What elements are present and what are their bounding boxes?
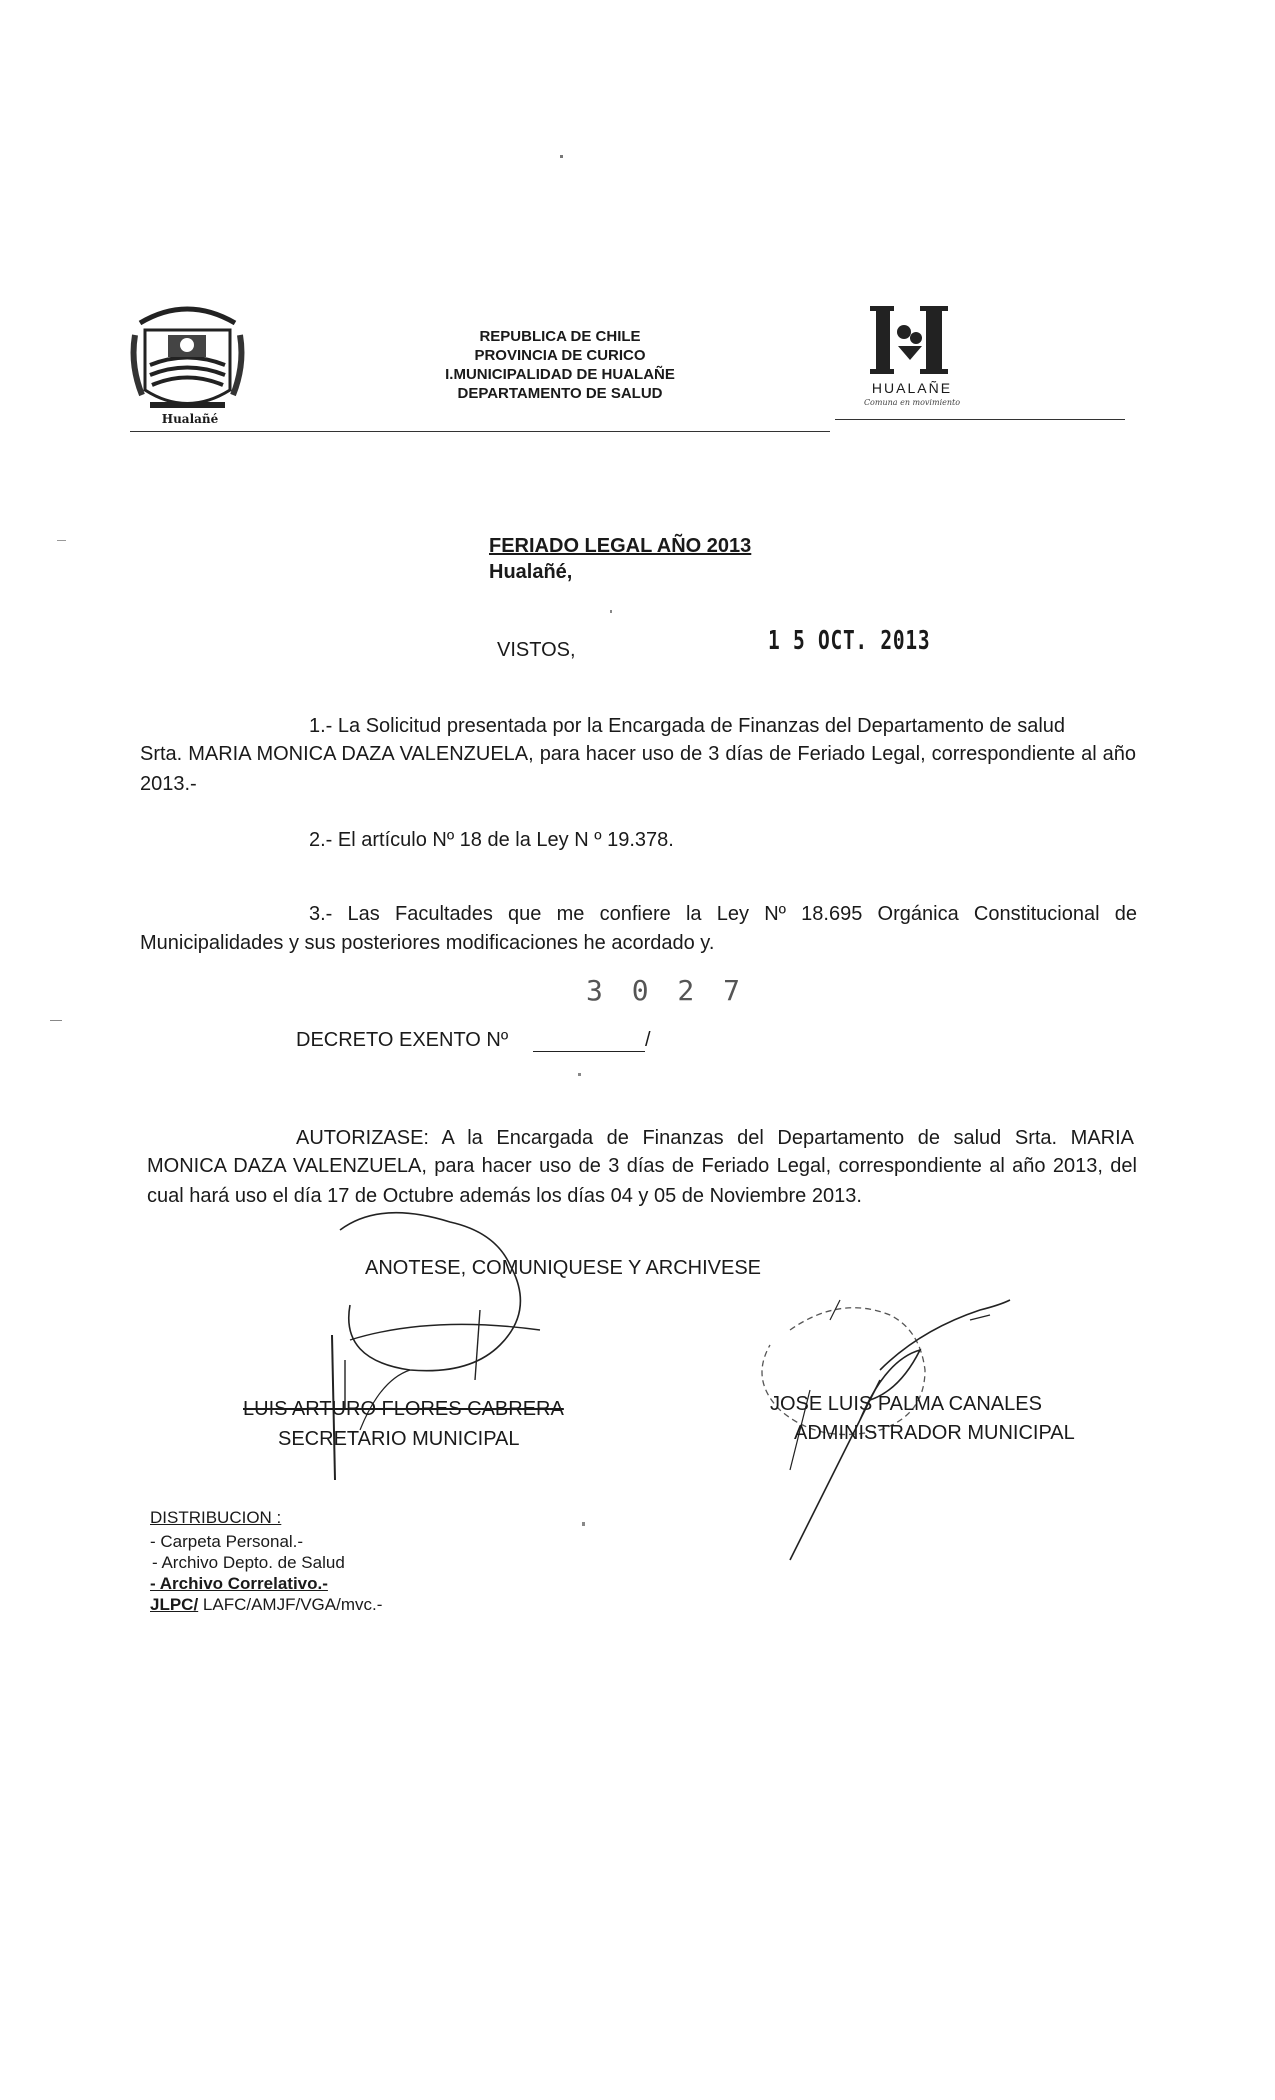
paragraph-3-first-line: 3.- Las Facultades que me confiere la Ley Nº 18.695 Orgánica Constitucional de [309, 903, 1137, 925]
scan-speck [610, 610, 612, 613]
distribution-item: - Archivo Depto. de Salud [152, 1553, 345, 1572]
signer-right-name: JOSE LUIS PALMA CANALES [770, 1393, 1042, 1415]
decree-slash: / [645, 1029, 651, 1051]
hualane-logo-tagline: Comuna en movimiento [863, 398, 961, 407]
autorizase-first-line: AUTORIZASE: A la Encargada de Finanzas del Departamento de salud Srta. MARIA [296, 1127, 1134, 1149]
distribution-list [150, 1531, 382, 1615]
header-rule-left [130, 431, 830, 432]
scan-speck [57, 540, 66, 541]
distribution-item: - Carpeta Personal.- [150, 1532, 304, 1551]
scan-speck [578, 1073, 581, 1076]
header-text-block [410, 327, 710, 403]
header-line-department: DEPARTAMENTO DE SALUD [457, 385, 663, 402]
header [0, 0, 1275, 440]
hualane-logo-name: HUALAÑE [871, 380, 953, 396]
seal-caption-bottom: Hualañé [161, 412, 219, 426]
vistos-label: VISTOS, [497, 639, 576, 661]
document-title: FERIADO LEGAL AÑO 2013 [489, 535, 752, 557]
hualane-h-mark-icon [862, 302, 962, 382]
autorizase-rest: MONICA DAZA VALENZUELA, para hacer uso de 3 días de Feriado Legal, correspondiente al año 2013, del cual hará uso el día 17 de Octubre además los días 04 y 05 de Noviembre 2013. [147, 1155, 1137, 1207]
distribution-item: - Archivo Correlativo.- [150, 1574, 328, 1593]
header-line-republic: REPUBLICA DE CHILE [479, 328, 641, 345]
document-place: Hualañé, [489, 561, 573, 583]
decree-number-line [533, 1051, 645, 1052]
signer-left-title: SECRETARIO MUNICIPAL [278, 1428, 520, 1450]
municipal-seal-logo [130, 295, 245, 425]
distribution-heading: DISTRIBUCION : [150, 1508, 282, 1527]
decree-label: DECRETO EXENTO Nº [296, 1029, 509, 1051]
signer-left-name: LUIS ARTURO FLORES CABRERA [243, 1398, 564, 1420]
paragraph-1-rest: Srta. MARIA MONICA DAZA VALENZUELA, para hacer uso de 3 días de Feriado Legal, correspondiente al año 2013.- [140, 743, 1136, 795]
header-line-province: PROVINCIA DE CURICO [474, 347, 646, 364]
paragraph-3-rest: Municipalidades y sus posteriores modificaciones he acordado y. [140, 932, 715, 954]
header-line-municipality: I.MUNICIPALIDAD DE HUALAÑE [445, 366, 675, 383]
paragraph-2: 2.- El artículo Nº 18 de la Ley N º 19.378. [309, 829, 674, 851]
paragraph-1-first-line: 1.- La Solicitud presentada por la Encargada de Finanzas del Departamento de salud [309, 715, 1066, 737]
signer-right-title: ADMINISTRADOR MUNICIPAL [794, 1422, 1075, 1444]
initials-bold: JLPC/ [150, 1595, 199, 1614]
closing-formula: ANOTESE, COMUNIQUESE Y ARCHIVESE [365, 1257, 762, 1279]
distribution-initials [150, 1594, 382, 1615]
date-stamp: 1 5 OCT. 2013 [768, 626, 931, 656]
header-rule-right [835, 419, 1125, 420]
scan-speck [50, 1020, 62, 1021]
scan-speck [582, 1522, 585, 1526]
decree-number-stamp: 3 0 2 7 [586, 974, 747, 1007]
initials-rest: LAFC/AMJF/VGA/mvc.- [198, 1595, 383, 1614]
